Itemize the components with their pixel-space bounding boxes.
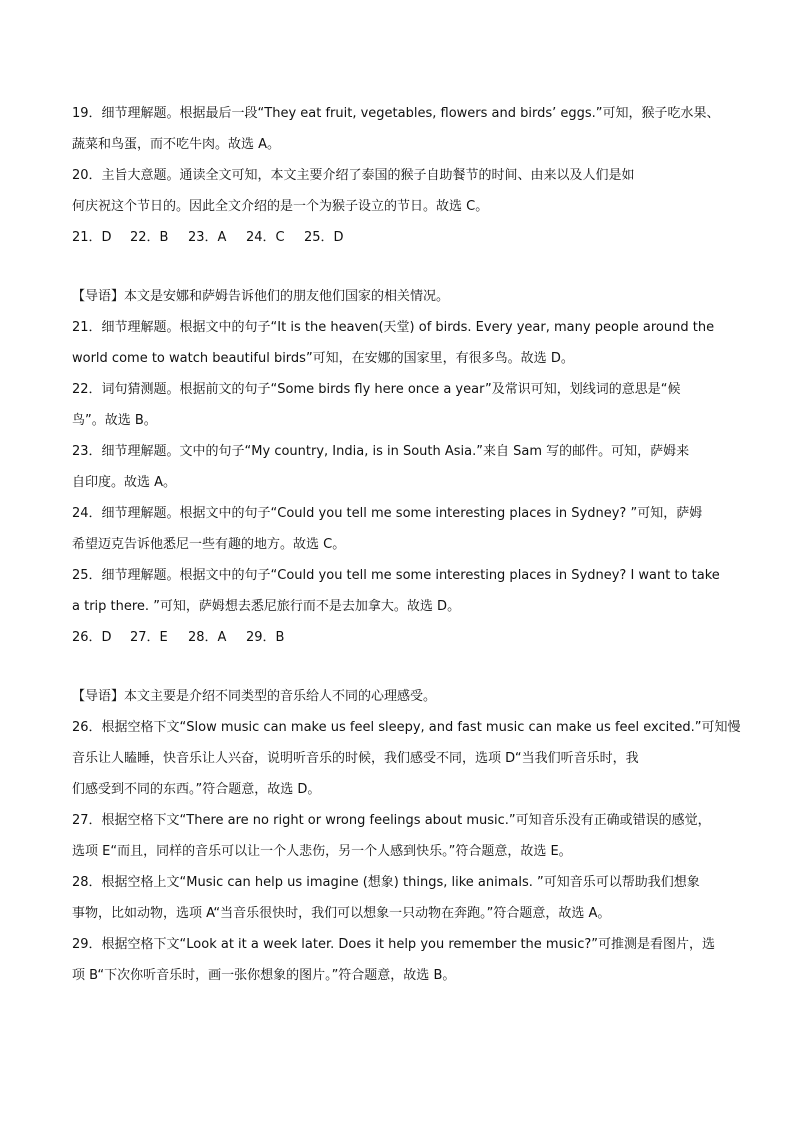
q29-line-2: 项 B“下次你听音乐时，画一张你想象的图片。”符合题意，故选 B。 [72,968,456,983]
q19-line-2: 蔬菜和鸟蛋，而不吃牛肉。故选 A。 [72,137,281,152]
q22-line-1: 22．词句猜测题。根据前文的句子“Some birds fly here once a year”及常识可知，划线词的意思是“候 [72,382,681,397]
q22-line-2: 鸟”。故选 B。 [72,413,157,428]
spacer [72,253,682,281]
section3-intro: 【导语】本文主要是介绍不同类型的音乐给人不同的心理感受。 [72,689,437,704]
q19-line-1: 19．细节理解题。根据最后一段“They eat fruit, vegetables, flowers and birds’ eggs.”可知，猴子吃水果、 [72,106,720,121]
q26-line-1: 26．根据空格下文“Slow music can make us feel sleepy, and fast music can make us feel excited.”可知慢 [72,720,741,735]
q21-line-1: 21．细节理解题。根据文中的句子“It is the heaven(天堂) of birds. Every year, many people around the [72,320,715,335]
q27-line-2: 选项 E“而且，同样的音乐可以让一个人悲伤，另一个人感到快乐。”符合题意，故选 E。 [72,844,572,859]
document-page [72,98,741,991]
q26-line-2: 音乐让人瞌睡，快音乐让人兴奋，说明听音乐的时候，我们感受不同，选项 D“当我们听音乐时，我 [72,751,639,766]
q23-line-2: 自印度。故选 A。 [72,475,177,490]
answer-22: 22．B [130,230,169,245]
q29-line-1: 29．根据空格下文“Look at it a week later. Does it help you remember the music?”可推测是看图片，选 [72,937,715,952]
answer-23: 23．A [188,230,227,245]
answer-key-21-25 [72,222,682,253]
q24-line-1: 24．细节理解题。根据文中的句子“Could you tell me some interesting places in Sydney? ”可知，萨姆 [72,506,703,521]
q23-line-1: 23．细节理解题。文中的句子“My country, India, is in South Asia.”来自 Sam 写的邮件。可知，萨姆来 [72,444,690,459]
answer-27: 27．E [130,630,168,645]
q25-line-2: a trip there. ”可知，萨姆想去悉尼旅行而不是去加拿大。故选 D。 [72,599,461,614]
q28-line-1: 28．根据空格上文“Music can help us imagine (想象) things, like animals. ”可知音乐可以帮助我们想象 [72,875,700,890]
q24-line-2: 希望迈克告诉他悉尼一些有趣的地方。故选 C。 [72,537,346,552]
q27-line-1: 27．根据空格下文“There are no right or wrong feelings about music.”可知音乐没有正确或错误的感觉， [72,813,711,828]
answer-25: 25．D [304,230,344,245]
q20-line-1: 20．主旨大意题。通读全文可知，本文主要介绍了泰国的猴子自助餐节的时间、由来以及人们是如 [72,168,635,183]
q26-line-3: 们感受到不同的东西。”符合题意，故选 D。 [72,782,321,797]
section2-intro: 【导语】本文是安娜和萨姆告诉他们的朋友他们国家的相关情况。 [72,289,450,304]
spacer [72,653,682,681]
answer-24: 24．C [246,230,285,245]
q25-line-1: 25．细节理解题。根据文中的句子“Could you tell me some interesting places in Sydney? I want to take [72,568,720,583]
q28-line-2: 事物，比如动物，选项 A“当音乐很快时，我们可以想象一只动物在奔跑。”符合题意，故选 A。 [72,906,611,921]
q21-line-2: world come to watch beautiful birds”可知，在安娜的国家里，有很多鸟。故选 D。 [72,351,574,366]
answer-29: 29．B [246,630,285,645]
answer-26: 26．D [72,630,112,645]
q20-line-2: 何庆祝这个节日的。因此全文介绍的是一个为猴子设立的节日。故选 C。 [72,199,489,214]
answer-key-26-29 [72,622,682,653]
answer-21: 21．D [72,230,112,245]
answer-28: 28．A [188,630,227,645]
